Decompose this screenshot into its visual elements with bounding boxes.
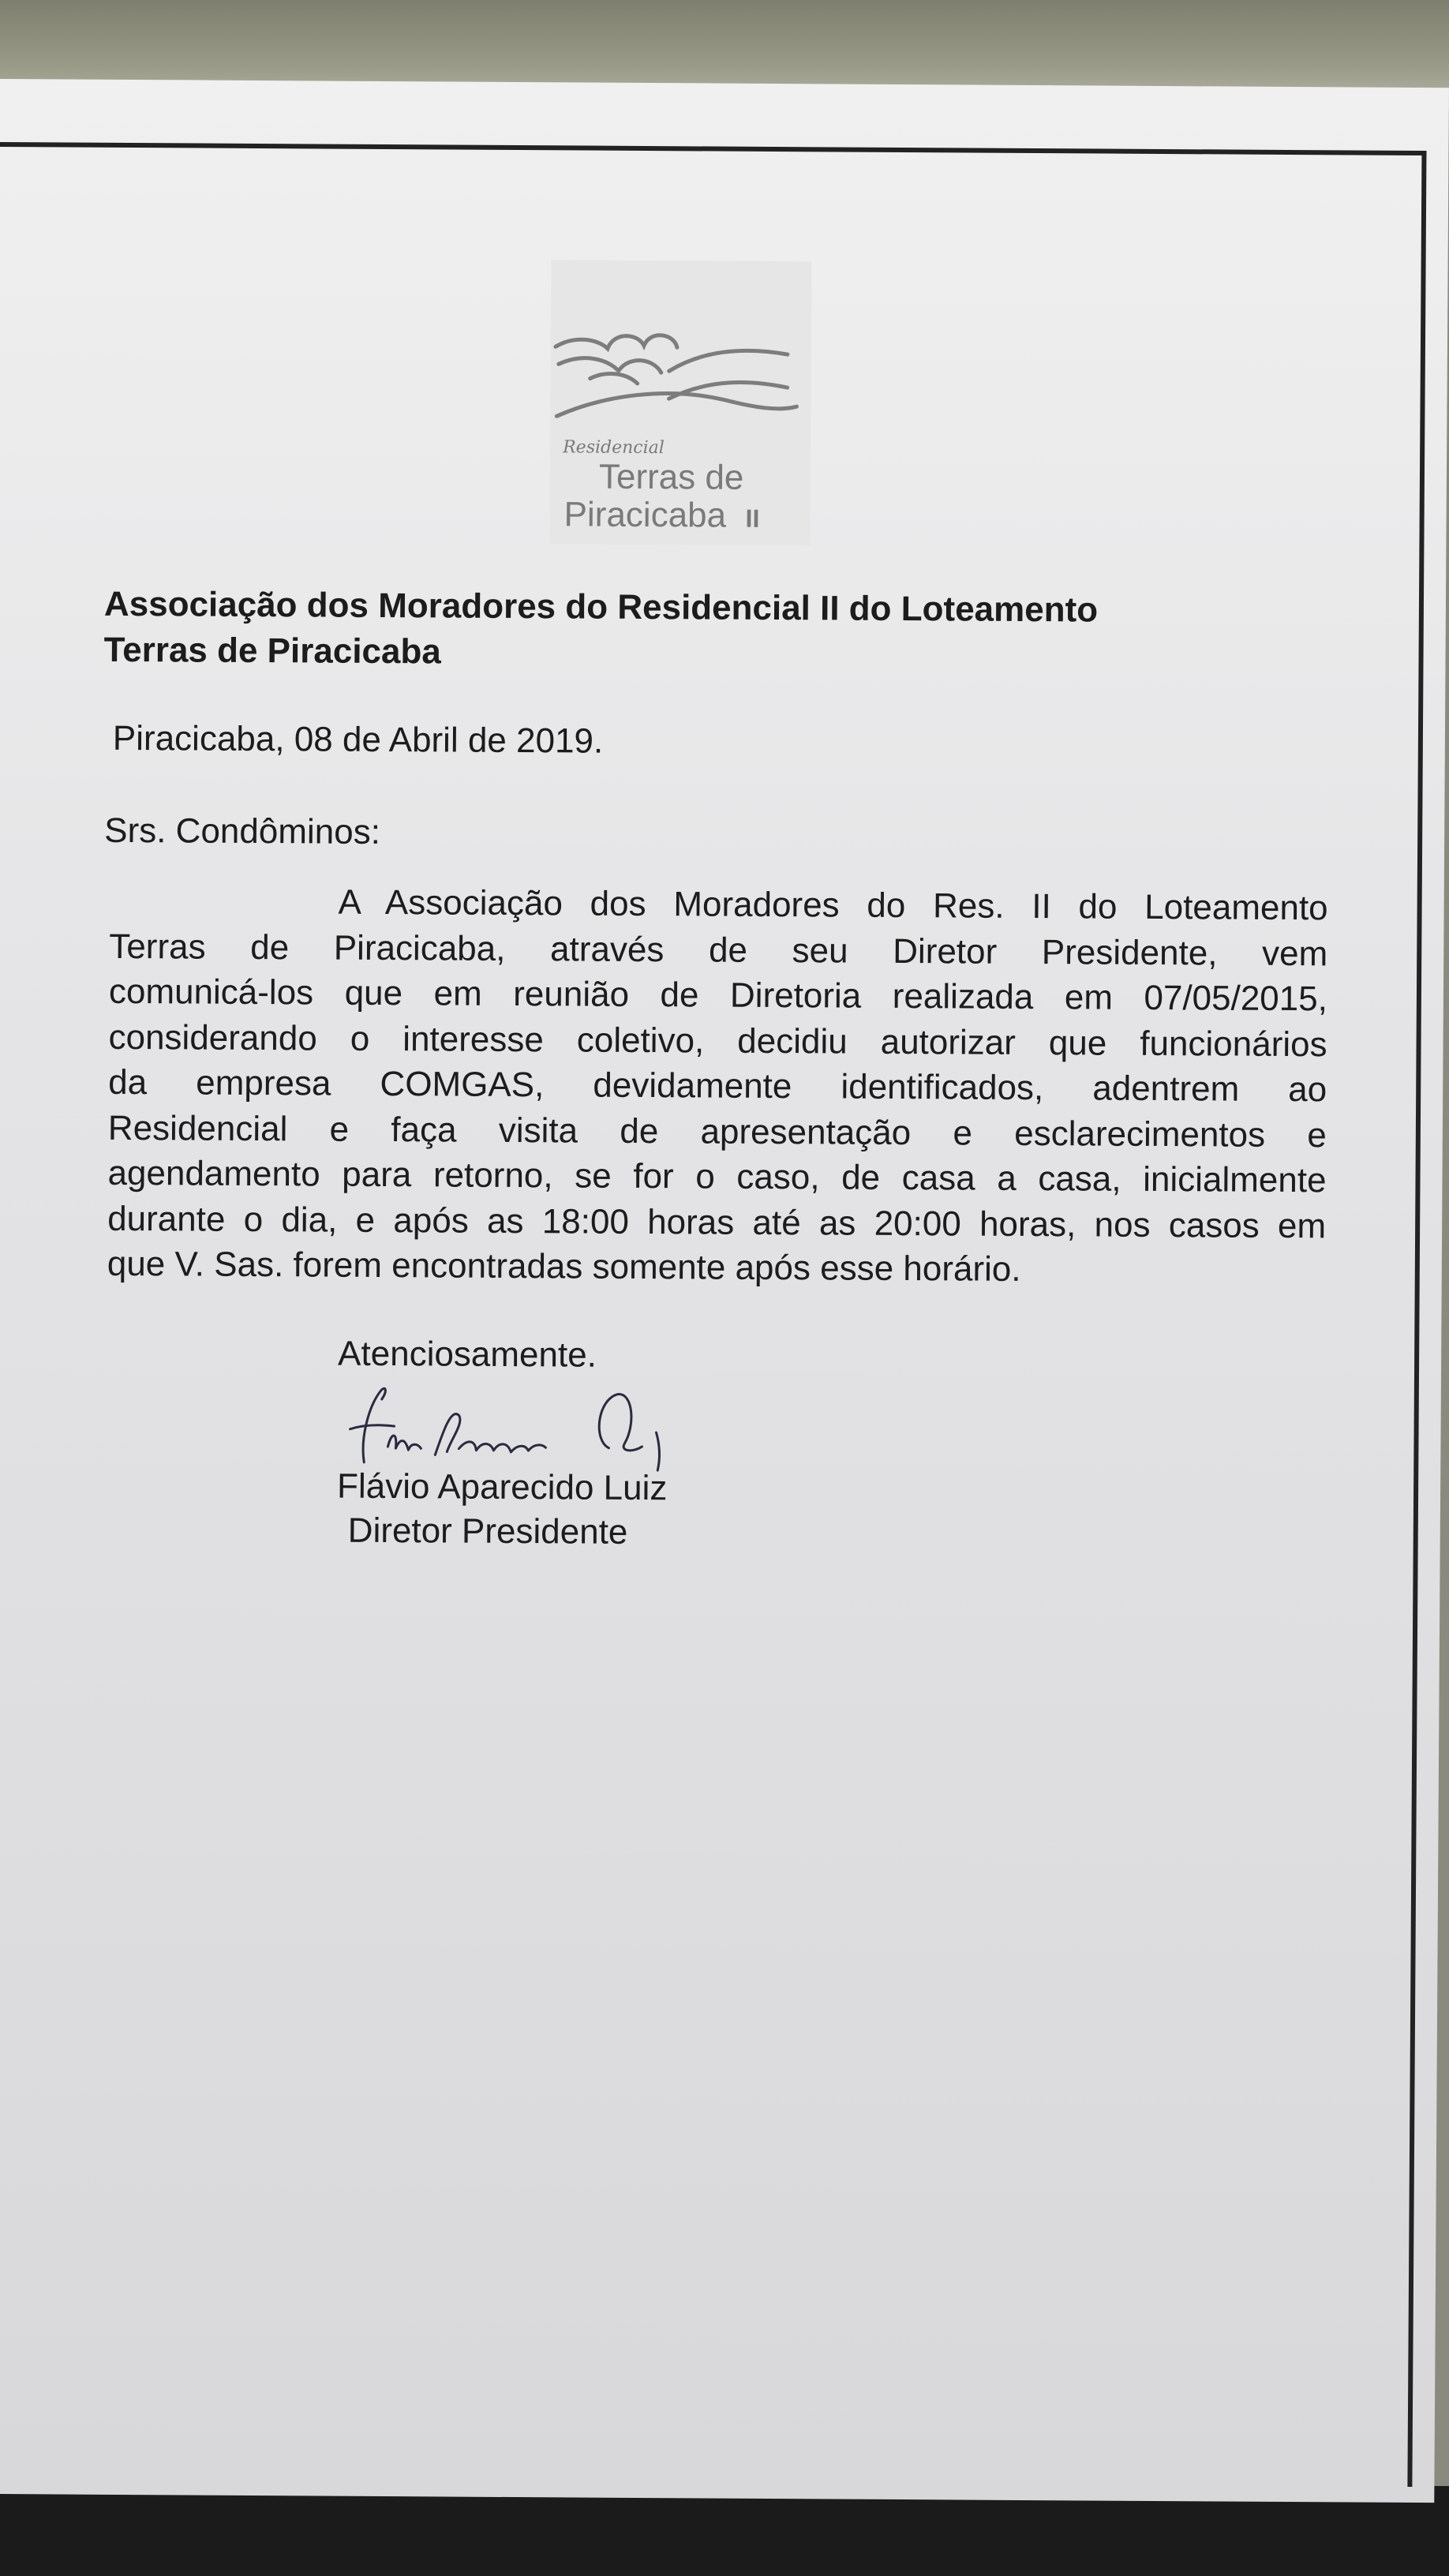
signature-icon xyxy=(332,1376,712,1481)
logo-numeral: II xyxy=(745,504,760,533)
letter-body xyxy=(107,878,1328,1294)
letter-heading-line2: Terras de Piracicaba xyxy=(103,630,441,672)
body-line: A Associação dos Moradores do Res. II do Loteamento xyxy=(338,882,1328,928)
signer-title: Diretor Presidente xyxy=(347,1511,628,1552)
body-line: Terras de Piracicaba, através de seu Diretor Presidente, vem xyxy=(109,927,1328,973)
letter-date: Piracicaba, 08 de Abril de 2019. xyxy=(112,718,604,761)
body-line: comunicá-los que em reunião de Diretoria realizada em 07/05/2015, xyxy=(108,972,1328,1019)
logo-residencial-word: Residencial xyxy=(563,437,665,459)
body-line: durante o dia, e após as 18:00 horas até as 20:00 horas, nos casos em xyxy=(107,1199,1327,1245)
letter-greeting: Srs. Condôminos: xyxy=(104,811,381,852)
logo-piracicaba-word: Piracicaba xyxy=(564,495,727,535)
letter-closing: Atenciosamente. xyxy=(337,1334,597,1375)
letter-heading-line1: Associação dos Moradores do Residencial II do Loteamento xyxy=(103,584,1099,630)
body-line: que V. Sas. forem encontradas somente após esse horário. xyxy=(107,1244,1021,1289)
residencial-logo xyxy=(549,260,811,545)
signer-name: Flávio Aparecido Luiz xyxy=(336,1466,668,1508)
letter-page xyxy=(0,79,1449,2503)
body-line: da empresa COMGAS, devidamente identificados, adentrem ao xyxy=(108,1062,1327,1110)
body-line: agendamento para retorno, se for o caso, de casa a casa, inicialmente xyxy=(107,1153,1327,1200)
body-line: Residencial e faça visita de apresentação e esclarecimentos e xyxy=(107,1108,1327,1155)
logo-terras-word: Terras de xyxy=(598,457,744,497)
body-line: considerando o interesse coletivo, decidiu autorizar que funcionários xyxy=(108,1017,1327,1064)
